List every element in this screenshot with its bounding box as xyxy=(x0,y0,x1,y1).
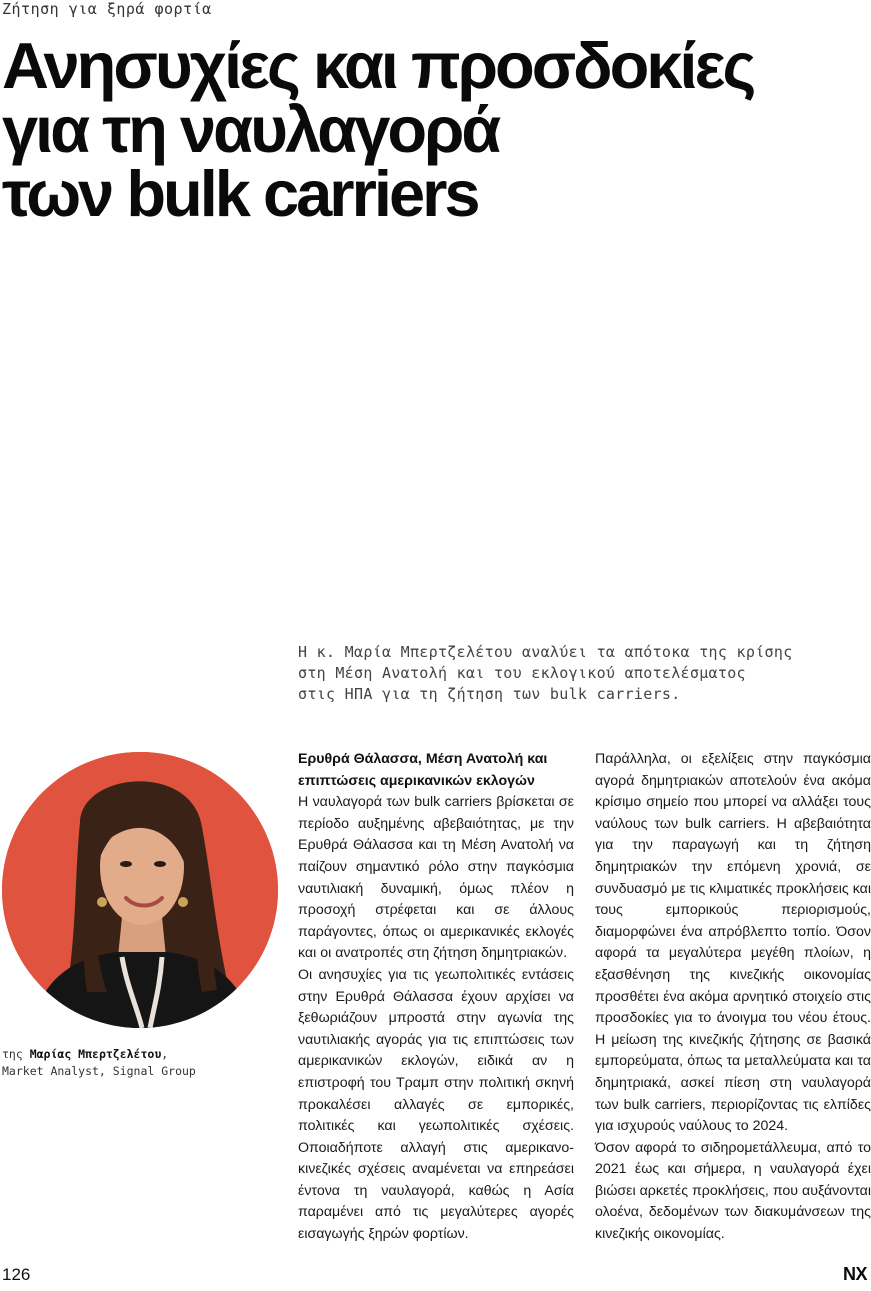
lead-line: στη Μέση Ανατολή και του εκλογικού αποτελέσματος xyxy=(298,664,746,682)
section-label: Ζήτηση για ξηρά φορτία xyxy=(2,0,212,18)
author-byline xyxy=(2,1046,196,1080)
headline-line: των bulk carriers xyxy=(2,157,478,230)
author-portrait xyxy=(2,752,278,1028)
article-column-2 xyxy=(595,749,871,1246)
byline-prefix: της xyxy=(2,1047,30,1061)
article-column-1 xyxy=(298,749,574,1246)
byline-author-line xyxy=(2,1046,196,1063)
byline-role: Market Analyst, Signal Group xyxy=(2,1064,196,1078)
article-paragraph: Όσον αφορά το σιδηρομετάλλευμα, από το 2021 έως και σήμερα, η ναυλαγορά έχει βιώσει αρκετές προκλήσεις, που αυξάνονται ολοένα, δεδομένων των διακυμάνσεων της κινεζικής οικονομίας. xyxy=(595,1139,871,1243)
headline-line: για τη ναυλαγορά xyxy=(2,93,499,166)
article-paragraph: Η ναυλαγορά των bulk carriers βρίσκεται σε περίοδο αυξημένης αβεβαιότητας, με την Ερυθρά Θάλασσα και τη Μέση Ανατολή να παίζουν σημαντικό ρόλο στην παγκόσμια ναυτιλιακή δυναμική, όμως πλέον η προσοχή στρέφεται και σε άλλους παράγοντες, όπως οι αμερικανικές εκλογές και οι ανατροπές στη ζήτηση δημητριακών. xyxy=(298,794,574,962)
article-subheading: Ερυθρά Θάλασσα, Μέση Ανατολή και επιπτώσεις αμερικανικών εκλογών xyxy=(298,751,548,789)
lead-line: Η κ. Μαρία Μπερτζελέτου αναλύει τα απότοκα της κρίσης xyxy=(298,643,793,661)
headline-line: Ανησυχίες και προσδοκίες xyxy=(2,29,754,102)
article-paragraph: Οι ανησυχίες για τις γεωπολιτικές εντάσεις στην Ερυθρά Θάλασσα έχουν αρχίσει να ξεθωριάζουν μπροστά στην αγωνία της ναυτιλιακής αγοράς για τις επιπτώσεις των αμερικανικών εκλογών, ειδικά αν η επιστροφή του Τραμπ στην πολιτική σκηνή προκαλέσει αλλαγές σε εμπορικές, πολιτικές και γεωπολιτικές σχέσεις. Οποιαδήποτε αλλαγή στις αμερικανο-κινεζικές σχέσεις αναμένεται να επηρεάσει έντονα τη ναυλαγορά, καθώς η Ασία παραμένει από τις μεγαλύτερες αγορές εισαγωγής ξηρών φορτίων. xyxy=(298,966,574,1243)
article-lead xyxy=(298,642,858,705)
byline-author-name: Μαρίας Μπερτζελέτου xyxy=(29,1047,162,1061)
article-headline xyxy=(2,29,862,230)
portrait-illustration xyxy=(2,752,278,1028)
byline-suffix: , xyxy=(161,1047,169,1061)
lead-line: στις ΗΠΑ για τη ζήτηση των bulk carriers. xyxy=(298,685,681,703)
page-number: 126 xyxy=(2,1265,31,1284)
publication-logo: NX xyxy=(842,1264,867,1284)
article-paragraph: Παράλληλα, οι εξελίξεις στην παγκόσμια αγορά δημητριακών αποτελούν ένα ακόμα κρίσιμο σημείο που μπορεί να αλλάξει τους ναύλους των bulk carriers. Η αβεβαιότητα για την παραγωγή και τη ζήτηση δημητριακών την επόμενη χρονιά, σε συνδυασμό με τις κλιματικές προκλήσεις και τους εμπορικούς περιορισμούς, διαμορφώνει ένα απρόβλεπτο τοπίο. Όσον αφορά τα μεγαλύτερα μεγέθη πλοίων, η εξασθένηση της κινεζικής οικονομίας προσθέτει ένα ακόμα αρνητικό στοιχείο στις προσδοκίες για το άνοιγμα του νέου έτους. Η μείωση της κινεζικής ζήτησης σε βασικά εμπορεύματα, όπως τα μεταλλεύματα και τα δημητριακά, ασκεί πίεση στη ναυλαγορά των bulk carriers, περιορίζοντας τις ελπίδες για ισχυρούς ναύλους το 2024. xyxy=(595,751,871,1135)
